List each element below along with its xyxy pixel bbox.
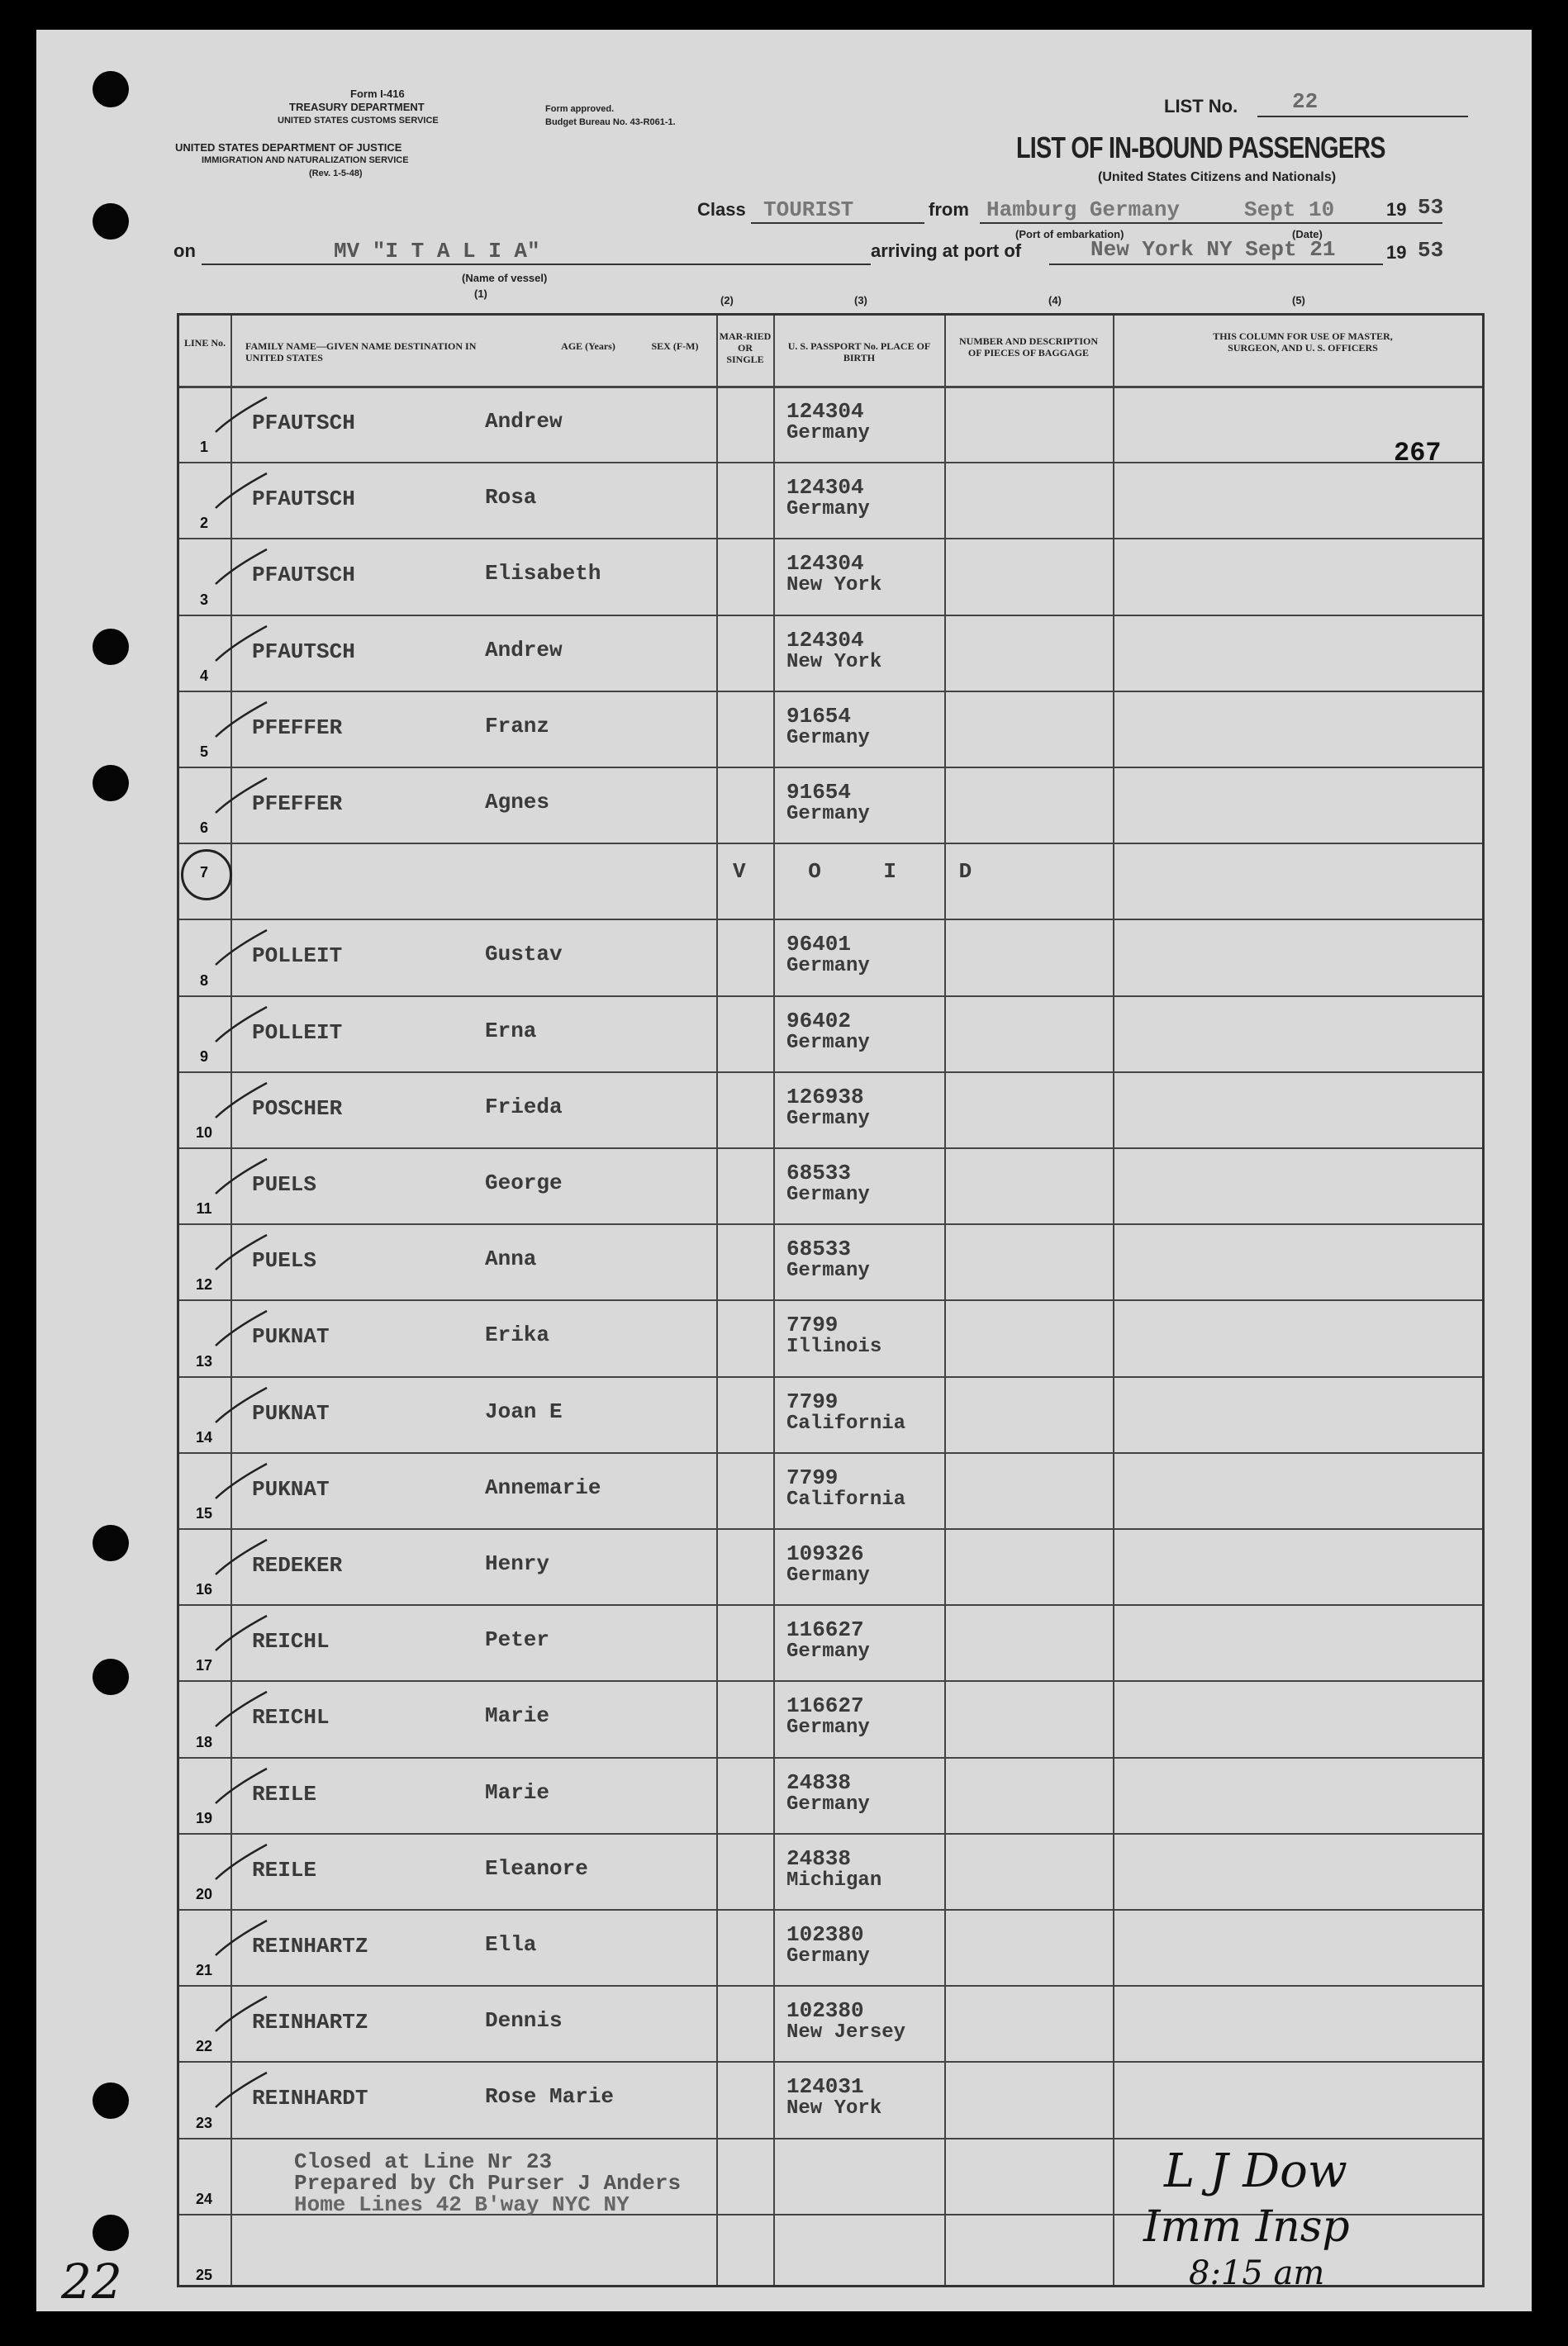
table-row	[179, 1452, 1482, 1528]
from-value: Hamburg Germany	[986, 197, 1181, 222]
year-value: 53	[1418, 195, 1444, 220]
margin-note: 22	[61, 2253, 122, 2310]
year2-value: 53	[1418, 238, 1444, 263]
family-name: PFAUTSCH	[252, 639, 355, 664]
family-name: REILE	[252, 1857, 317, 1883]
vessel-caption: (Name of vessel)	[462, 272, 548, 284]
company-note: Home Lines 42 B'way NYC NY	[294, 2192, 630, 2217]
place-of-birth: Germany	[786, 726, 870, 749]
given-name: George	[485, 1171, 563, 1195]
prepared-note: Prepared by Ch Purser J Anders	[294, 2171, 682, 2196]
place-of-birth: New York	[786, 2097, 882, 2120]
given-name: Gustav	[485, 942, 563, 967]
table-row	[179, 538, 1482, 614]
place-of-birth: Germany	[786, 1793, 870, 1816]
punch-hole	[93, 203, 129, 240]
family-name: REINHARDT	[252, 2086, 368, 2111]
place-of-birth: Germany	[786, 1945, 870, 1968]
table-row	[179, 1223, 1482, 1299]
passport-number: 124304	[786, 627, 864, 653]
table-row	[179, 843, 1482, 919]
line-number: 11	[196, 1200, 212, 1218]
given-name: Erika	[485, 1323, 550, 1348]
on-label: on	[173, 240, 196, 261]
customs-label: UNITED STATES CUSTOMS SERVICE	[278, 116, 439, 126]
closed-note: Closed at Line Nr 23	[294, 2149, 553, 2174]
col-header-age: AGE (Years)	[561, 340, 615, 352]
place-of-birth: New York	[786, 650, 882, 673]
line-number: 10	[195, 1123, 213, 1141]
line-number: 4	[199, 667, 208, 684]
form-approved: Form approved.	[545, 104, 615, 114]
from-label: from	[929, 199, 969, 220]
arriving-label: arriving at port of	[871, 240, 1022, 261]
officer-note: 267	[1394, 438, 1442, 468]
table-row	[179, 1071, 1482, 1147]
punch-hole	[93, 71, 129, 107]
inspection-time: 8:15 am	[1189, 2254, 1325, 2292]
line-number: 3	[199, 591, 208, 608]
place-of-birth: Illinois	[786, 1336, 882, 1359]
given-name: Annemarie	[485, 1475, 601, 1500]
col-number-2: (2)	[720, 294, 734, 306]
place-of-birth: Germany	[786, 1260, 870, 1283]
table-row	[179, 1680, 1482, 1756]
line-number: 19	[195, 1809, 213, 1826]
table-row	[179, 919, 1482, 995]
line-number: 20	[195, 1885, 213, 1902]
family-name: PFAUTSCH	[252, 487, 355, 512]
col-header-name: FAMILY NAME—GIVEN NAME DESTINATION IN UNITED STATES	[245, 340, 477, 363]
justice-label: UNITED STATES DEPARTMENT OF JUSTICE	[175, 141, 402, 154]
passport-number: 116627	[786, 1617, 864, 1643]
inspector-signature: L J Dow	[1164, 2144, 1347, 2198]
punch-hole	[93, 2082, 129, 2119]
place-of-birth: Germany	[786, 1031, 870, 1054]
vessel-col-number: (1)	[474, 287, 487, 300]
given-name: Dennis	[485, 2008, 563, 2034]
given-name: Erna	[485, 1018, 537, 1043]
line-number: 16	[195, 1581, 213, 1598]
given-name: Ella	[485, 1932, 537, 1957]
table-row	[179, 767, 1482, 843]
line-number: 21	[195, 1962, 213, 1979]
punch-hole	[93, 1659, 129, 1695]
table-row	[179, 1833, 1482, 1909]
family-name: REICHL	[252, 1705, 330, 1731]
given-name: Rose Marie	[485, 2084, 615, 2110]
budget-bureau: Budget Bureau No. 43-R061-1.	[545, 117, 676, 127]
family-name: PFAUTSCH	[252, 411, 355, 435]
family-name: REILE	[252, 1781, 317, 1807]
table-row	[179, 462, 1482, 538]
manifest-sheet	[36, 30, 1532, 2311]
col-header-married: MAR-RIED OR SINGLE	[719, 330, 772, 365]
table-row	[179, 1985, 1482, 2061]
passport-number: 126938	[786, 1084, 864, 1109]
line-number: 8	[199, 971, 208, 989]
line-number: 5	[199, 743, 208, 760]
line-number: 17	[195, 1657, 213, 1674]
void-mark: V O I D	[733, 859, 997, 885]
family-name: PUKNAT	[252, 1324, 330, 1350]
table-row	[179, 1147, 1482, 1223]
line-number: 14	[195, 1428, 213, 1446]
passport-number: 68533	[786, 1237, 852, 1262]
family-name: REINHARTZ	[252, 1934, 368, 1959]
passport-number: 96402	[786, 1008, 852, 1033]
family-name: REINHARTZ	[252, 2010, 368, 2035]
passport-number: 24838	[786, 1845, 852, 1871]
col-header-baggage: NUMBER AND DESCRIPTION OF PIECES OF BAGGAGE	[958, 335, 1099, 359]
place-of-birth: California	[786, 1412, 906, 1435]
line-number: 18	[195, 1733, 213, 1750]
treasury-label: TREASURY DEPARTMENT	[289, 101, 425, 113]
inspector-title: Imm Insp	[1143, 2202, 1350, 2252]
table-row	[179, 1376, 1482, 1452]
given-name: Franz	[485, 713, 550, 738]
year2-prefix: 19	[1386, 242, 1407, 263]
line-number: 23	[195, 2114, 213, 2131]
line-number: 7	[199, 864, 208, 881]
family-name: PFEFFER	[252, 715, 343, 740]
family-name: PUELS	[252, 1248, 317, 1274]
table-row	[179, 1604, 1482, 1680]
place-of-birth: Germany	[786, 498, 870, 521]
list-number-label: LIST No.	[1164, 96, 1238, 116]
family-name: PUKNAT	[252, 1476, 330, 1502]
given-name: Andrew	[485, 409, 563, 434]
immigration-label: IMMIGRATION AND NATURALIZATION SERVICE	[202, 155, 409, 165]
passport-number: 124304	[786, 399, 864, 424]
table-row	[179, 691, 1482, 767]
place-of-birth: Germany	[786, 1717, 870, 1740]
vessel-value: MV "I T A L I A"	[334, 239, 540, 264]
passport-number: 102380	[786, 1922, 864, 1947]
place-of-birth: New York	[786, 574, 882, 597]
family-name: PUELS	[252, 1172, 317, 1197]
table-row	[179, 1909, 1482, 1985]
given-name: Anna	[485, 1247, 537, 1272]
family-name: REICHL	[252, 1629, 330, 1655]
col-header-passport: U. S. PASSPORT No. PLACE OF BIRTH	[787, 340, 931, 363]
punch-hole	[93, 2215, 129, 2251]
line-number: 15	[195, 1504, 213, 1522]
given-name: Andrew	[485, 637, 563, 662]
year-prefix: 19	[1386, 199, 1407, 220]
date-value: Sept 10	[1244, 197, 1335, 222]
page-subtitle: (United States Citizens and Nationals)	[1098, 170, 1337, 184]
col-header-sex: SEX (F-M)	[651, 340, 699, 352]
punch-hole	[93, 629, 129, 665]
punch-hole	[93, 765, 129, 801]
place-of-birth: New Jersey	[786, 2021, 906, 2044]
page-title: LIST OF IN-BOUND PASSENGERS	[1016, 131, 1385, 164]
place-of-birth: California	[786, 1488, 906, 1511]
col-number-4: (4)	[1048, 294, 1062, 306]
given-name: Elisabeth	[485, 561, 601, 586]
table-row	[179, 2061, 1482, 2137]
family-name: POLLEIT	[252, 943, 343, 969]
given-name: Henry	[485, 1551, 550, 1576]
form-number: Form I-416	[350, 88, 405, 100]
line-number: 9	[199, 1047, 208, 1065]
passport-number: 91654	[786, 780, 852, 805]
place-of-birth: Michigan	[786, 1869, 882, 1892]
col-header-officers: THIS COLUMN FOR USE OF MASTER, SURGEON, AND U. S. OFFICERS	[1213, 330, 1393, 354]
passport-number: 7799	[786, 1465, 839, 1490]
passport-number: 7799	[786, 1313, 839, 1338]
place-of-birth: Germany	[786, 1184, 870, 1206]
given-name: Joan E	[485, 1399, 563, 1424]
passport-number: 7799	[786, 1389, 839, 1414]
given-name: Eleanore	[485, 1855, 588, 1881]
passport-number: 91654	[786, 703, 852, 729]
table-row	[179, 615, 1482, 691]
line-number: 25	[195, 2266, 213, 2283]
passport-number: 109326	[786, 1541, 864, 1566]
arriving-value: New York NY Sept 21	[1090, 237, 1336, 262]
family-name: POLLEIT	[252, 1019, 343, 1045]
given-name: Agnes	[485, 790, 550, 814]
passport-number: 116627	[786, 1693, 864, 1719]
passenger-table	[177, 313, 1485, 2287]
port-embarkation-caption: (Port of embarkation)	[1015, 228, 1124, 240]
place-of-birth: Germany	[786, 422, 870, 444]
col-number-5: (5)	[1292, 294, 1305, 306]
given-name: Marie	[485, 1703, 550, 1729]
passport-number: 96401	[786, 932, 852, 957]
punch-hole	[93, 1525, 129, 1561]
line-number: 13	[195, 1352, 213, 1370]
table-row	[179, 995, 1482, 1071]
given-name: Frieda	[485, 1094, 563, 1119]
family-name: PUKNAT	[252, 1400, 330, 1426]
line-number: 2	[199, 515, 208, 532]
place-of-birth: Germany	[786, 955, 870, 978]
passport-number: 124304	[786, 475, 864, 501]
line-number: 6	[199, 819, 208, 837]
given-name: Rosa	[485, 485, 537, 511]
family-name: REDEKER	[252, 1553, 343, 1578]
place-of-birth: Germany	[786, 1107, 870, 1130]
class-value: TOURIST	[763, 197, 854, 222]
table-row	[179, 1757, 1482, 1833]
given-name: Marie	[485, 1779, 550, 1805]
passport-number: 68533	[786, 1161, 852, 1185]
line-number: 22	[195, 2038, 213, 2055]
family-name: PFEFFER	[252, 791, 343, 816]
passport-number: 102380	[786, 1998, 864, 2024]
passport-number: 124031	[786, 2074, 864, 2100]
class-label: Class	[697, 199, 746, 220]
family-name: PFAUTSCH	[252, 563, 355, 588]
col-header-line: LINE No.	[183, 337, 226, 349]
place-of-birth: Germany	[786, 1565, 870, 1587]
place-of-birth: Germany	[786, 1641, 870, 1664]
family-name: POSCHER	[252, 1095, 343, 1121]
given-name: Peter	[485, 1627, 550, 1653]
passport-number: 24838	[786, 1769, 852, 1795]
list-number: 22	[1292, 89, 1319, 114]
line-number: 24	[195, 2190, 213, 2207]
line-number: 12	[195, 1276, 213, 1294]
date-caption: (Date)	[1292, 228, 1323, 240]
col-number-3: (3)	[854, 294, 867, 306]
table-row	[179, 1299, 1482, 1375]
passport-number: 124304	[786, 551, 864, 577]
line-number: 1	[199, 439, 208, 456]
table-row	[179, 1528, 1482, 1604]
revision-label: (Rev. 1-5-48)	[309, 169, 363, 178]
place-of-birth: Germany	[786, 803, 870, 825]
void-circle	[181, 849, 232, 900]
table-row	[179, 386, 1482, 462]
